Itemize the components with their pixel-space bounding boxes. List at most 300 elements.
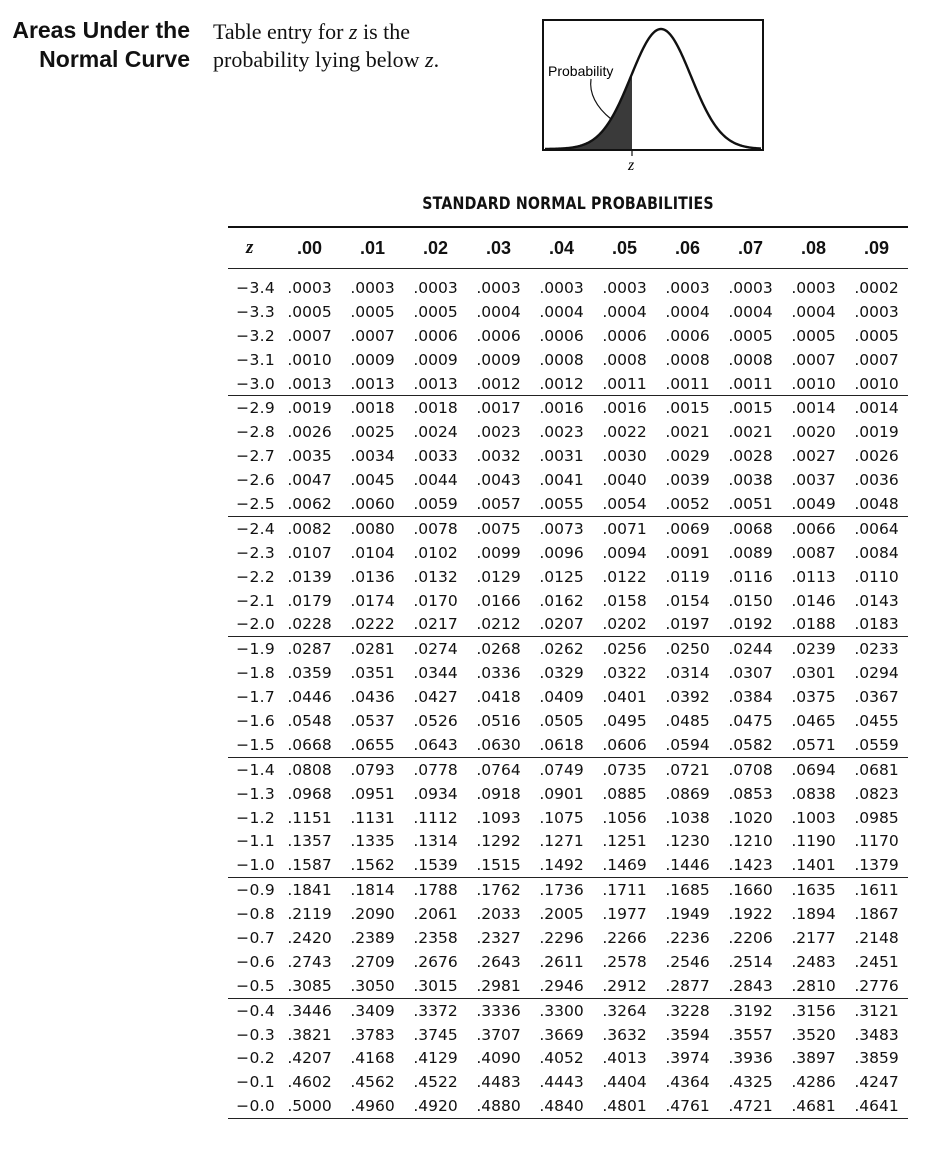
table-row (228, 324, 908, 348)
probability-cell: .0146 (791, 591, 836, 610)
probability-cell: .0040 (602, 471, 647, 490)
probability-cell: .3156 (791, 1001, 836, 1020)
probability-cell: .4562 (350, 1073, 395, 1092)
probability-cell: .0239 (791, 640, 836, 659)
probability-cell: .2236 (665, 928, 710, 947)
probability-cell: .0107 (287, 543, 332, 562)
probability-cell: .3015 (413, 976, 458, 995)
probability-cell: .0110 (854, 567, 899, 586)
z-value-cell: −1.3 (236, 784, 275, 803)
probability-cell: .0031 (539, 447, 584, 466)
probability-cell: .3336 (476, 1001, 521, 1020)
probability-cell: .0006 (602, 326, 647, 345)
probability-cell: .0022 (602, 423, 647, 442)
table-row (228, 1047, 908, 1071)
probability-cell: .2358 (413, 928, 458, 947)
column-header: .08 (800, 237, 827, 258)
probability-cell: .0516 (476, 711, 521, 730)
probability-cell: .1170 (854, 832, 899, 851)
column-header: .00 (296, 237, 323, 258)
probability-cell: .0013 (413, 374, 458, 393)
probability-cell: .0091 (665, 543, 710, 562)
probability-cell: .4801 (602, 1097, 647, 1116)
probability-cell: .0436 (350, 688, 395, 707)
probability-cell: .0007 (854, 350, 899, 369)
probability-cell: .3446 (287, 1001, 332, 1020)
probability-cell: .0202 (602, 615, 647, 634)
probability-cell: .1335 (350, 832, 395, 851)
probability-cell: .1685 (665, 881, 710, 900)
probability-cell: .0119 (665, 567, 710, 586)
probability-cell: .2776 (854, 976, 899, 995)
table-row (228, 1070, 908, 1094)
probability-cell: .0336 (476, 664, 521, 683)
probability-cell: .0048 (854, 494, 899, 513)
z-value-cell: −2.5 (236, 494, 275, 513)
probability-cell: .0003 (413, 278, 458, 297)
probability-cell: .4721 (728, 1097, 773, 1116)
probability-cell: .1271 (539, 832, 584, 851)
probability-cell: .0026 (854, 447, 899, 466)
probability-cell: .4168 (350, 1049, 395, 1068)
z-value-cell: −0.7 (236, 928, 275, 947)
probability-cell: .2090 (350, 905, 395, 924)
probability-cell: .4286 (791, 1073, 836, 1092)
probability-cell: .0505 (539, 711, 584, 730)
probability-cell: .1977 (602, 905, 647, 924)
probability-cell: .0012 (539, 374, 584, 393)
probability-cell: .0322 (602, 664, 647, 683)
probability-cell: .1660 (728, 881, 773, 900)
probability-cell: .0643 (413, 735, 458, 754)
probability-cell: .0294 (854, 664, 899, 683)
probability-cell: .0129 (476, 567, 521, 586)
probability-cell: .0122 (602, 567, 647, 586)
probability-cell: .0044 (413, 471, 458, 490)
probability-cell: .0043 (476, 471, 521, 490)
probability-cell: .0537 (350, 711, 395, 730)
probability-cell: .1251 (602, 832, 647, 851)
probability-cell: .3594 (665, 1025, 710, 1044)
probability-cell: .0166 (476, 591, 521, 610)
probability-cell: .0618 (539, 735, 584, 754)
probability-cell: .0052 (665, 494, 710, 513)
probability-cell: .0006 (665, 326, 710, 345)
z-value-cell: −0.0 (236, 1097, 275, 1116)
probability-cell: .0307 (728, 664, 773, 683)
probability-cell: .0582 (728, 735, 773, 754)
probability-cell: .0446 (287, 688, 332, 707)
table-top-rule (228, 226, 908, 228)
probability-cell: .2296 (539, 928, 584, 947)
probability-cell: .1379 (854, 856, 899, 875)
probability-cell: .0002 (854, 278, 899, 297)
z-value-cell: −2.0 (236, 615, 275, 634)
z-value-cell: −0.6 (236, 952, 275, 971)
probability-cell: .0006 (476, 326, 521, 345)
probability-cell: .3557 (728, 1025, 773, 1044)
probability-cell: .0359 (287, 664, 332, 683)
probability-cell: .3707 (476, 1025, 521, 1044)
probability-cell: .0951 (350, 784, 395, 803)
probability-cell: .1423 (728, 856, 773, 875)
probability-cell: .0003 (476, 278, 521, 297)
probability-cell: .4602 (287, 1073, 332, 1092)
probability-cell: .0075 (476, 519, 521, 538)
probability-cell: .0968 (287, 784, 332, 803)
figure-frame (543, 20, 763, 150)
z-value-cell: −0.8 (236, 905, 275, 924)
probability-cell: .0006 (413, 326, 458, 345)
z-label: z (628, 157, 635, 174)
probability-cell: .2061 (413, 905, 458, 924)
probability-cell: .0059 (413, 494, 458, 513)
probability-cell: .5000 (287, 1097, 332, 1116)
header-rule (228, 268, 908, 269)
probability-cell: .1841 (287, 881, 332, 900)
probability-cell: .0082 (287, 519, 332, 538)
probability-cell: .0034 (350, 447, 395, 466)
probability-cell: .4090 (476, 1049, 521, 1068)
probability-cell: .0301 (791, 664, 836, 683)
probability-cell: .0047 (287, 471, 332, 490)
table-row (228, 1094, 908, 1119)
probability-cell: .0005 (287, 302, 332, 321)
probability-cell: .4522 (413, 1073, 458, 1092)
probability-cell: .0418 (476, 688, 521, 707)
z-value-cell: −1.7 (236, 688, 275, 707)
probability-cell: .0036 (854, 471, 899, 490)
probability-cell: .0006 (539, 326, 584, 345)
probability-cell: .0708 (728, 760, 773, 779)
probability-cell: .0869 (665, 784, 710, 803)
probability-cell: .2611 (539, 952, 584, 971)
probability-cell: .4364 (665, 1073, 710, 1092)
probability-cell: .2514 (728, 952, 773, 971)
probability-cell: .0007 (350, 326, 395, 345)
probability-cell: .0455 (854, 711, 899, 730)
probability-cell: .0113 (791, 567, 836, 586)
probability-table-body (228, 276, 908, 1119)
probability-cell: .0170 (413, 591, 458, 610)
z-value-cell: −3.1 (236, 350, 275, 369)
probability-cell: .1003 (791, 808, 836, 827)
probability-cell: .0012 (476, 374, 521, 393)
probability-cell: .1587 (287, 856, 332, 875)
table-row (228, 612, 908, 637)
table-row (228, 589, 908, 613)
probability-cell: .2877 (665, 976, 710, 995)
probability-cell: .1762 (476, 881, 521, 900)
probability-cell: .1314 (413, 832, 458, 851)
probability-cell: .0019 (854, 423, 899, 442)
probability-cell: .0287 (287, 640, 332, 659)
probability-cell: .0392 (665, 688, 710, 707)
probability-cell: .2206 (728, 928, 773, 947)
probability-cell: .0032 (476, 447, 521, 466)
probability-cell: .3936 (728, 1049, 773, 1068)
z-column-header: z (246, 237, 254, 258)
probability-cell: .0005 (791, 326, 836, 345)
probability-cell: .1131 (350, 808, 395, 827)
table-header (228, 229, 908, 267)
probability-cell: .3859 (854, 1049, 899, 1068)
probability-cell: .0016 (602, 399, 647, 418)
probability-cell: .0749 (539, 760, 584, 779)
section-title-line2: Normal Curve (39, 46, 190, 72)
probability-cell: .0011 (602, 374, 647, 393)
probability-cell: .0028 (728, 447, 773, 466)
probability-cell: .0192 (728, 615, 773, 634)
probability-cell: .4325 (728, 1073, 773, 1092)
z-value-cell: −2.7 (236, 447, 275, 466)
probability-cell: .0021 (728, 423, 773, 442)
probability-cell: .0008 (665, 350, 710, 369)
z-value-cell: −1.4 (236, 760, 275, 779)
probability-cell: .0011 (665, 374, 710, 393)
section-title-line1: Areas Under the (12, 17, 190, 43)
probability-cell: .0384 (728, 688, 773, 707)
probability-cell: .4483 (476, 1073, 521, 1092)
probability-cell: .0694 (791, 760, 836, 779)
probability-cell: .1711 (602, 881, 647, 900)
probability-cell: .3228 (665, 1001, 710, 1020)
probability-cell: .0004 (665, 302, 710, 321)
probability-cell: .3783 (350, 1025, 395, 1044)
probability-cell: .0217 (413, 615, 458, 634)
probability-cell: .3483 (854, 1025, 899, 1044)
probability-cell: .1515 (476, 856, 521, 875)
probability-cell: .0132 (413, 567, 458, 586)
probability-cell: .0029 (665, 447, 710, 466)
probability-cell: .0778 (413, 760, 458, 779)
probability-cell: .0069 (665, 519, 710, 538)
probability-cell: .0004 (728, 302, 773, 321)
probability-cell: .0250 (665, 640, 710, 659)
z-value-cell: −2.9 (236, 399, 275, 418)
table-row (228, 950, 908, 974)
probability-cell: .1230 (665, 832, 710, 851)
probability-cell: .0179 (287, 591, 332, 610)
probability-cell: .3632 (602, 1025, 647, 1044)
probability-cell: .1611 (854, 881, 899, 900)
z-value-cell: −2.4 (236, 519, 275, 538)
probability-cell: .0035 (287, 447, 332, 466)
probability-cell: .0030 (602, 447, 647, 466)
probability-cell: .0009 (350, 350, 395, 369)
normal-curve-figure (541, 15, 771, 180)
table-title: STANDARD NORMAL PROBABILITIES (422, 194, 714, 213)
probability-cell: .0559 (854, 735, 899, 754)
probability-cell: .0409 (539, 688, 584, 707)
probability-cell: .0351 (350, 664, 395, 683)
probability-cell: .1539 (413, 856, 458, 875)
probability-cell: .0212 (476, 615, 521, 634)
probability-cell: .0003 (791, 278, 836, 297)
z-value-cell: −0.5 (236, 976, 275, 995)
probability-cell: .4207 (287, 1049, 332, 1068)
probability-cell: .1788 (413, 881, 458, 900)
probability-cell: .0026 (287, 423, 332, 442)
probability-cell: .1949 (665, 905, 710, 924)
probability-cell: .4920 (413, 1097, 458, 1116)
table-row (228, 276, 908, 300)
probability-cell: .0027 (791, 447, 836, 466)
probability-cell: .3821 (287, 1025, 332, 1044)
probability-cell: .2709 (350, 952, 395, 971)
table-row (228, 661, 908, 685)
probability-cell: .1357 (287, 832, 332, 851)
probability-cell: .0071 (602, 519, 647, 538)
probability-cell: .0024 (413, 423, 458, 442)
probability-cell: .0764 (476, 760, 521, 779)
probability-cell: .0017 (476, 399, 521, 418)
probability-cell: .0004 (476, 302, 521, 321)
probability-cell: .0009 (476, 350, 521, 369)
column-header: .06 (674, 237, 701, 258)
probability-cell: .0004 (791, 302, 836, 321)
table-row (228, 637, 908, 661)
z-value-cell: −2.1 (236, 591, 275, 610)
probability-cell: .2420 (287, 928, 332, 947)
probability-cell: .0004 (602, 302, 647, 321)
probability-cell: .0735 (602, 760, 647, 779)
probability-cell: .0630 (476, 735, 521, 754)
probability-cell: .0102 (413, 543, 458, 562)
probability-cell: .0183 (854, 615, 899, 634)
probability-label: Probability (548, 63, 614, 79)
probability-cell: .0104 (350, 543, 395, 562)
probability-cell: .0375 (791, 688, 836, 707)
probability-cell: .3372 (413, 1001, 458, 1020)
probability-cell: .0793 (350, 760, 395, 779)
probability-cell: .2743 (287, 952, 332, 971)
probability-cell: .0041 (539, 471, 584, 490)
probability-cell: .4960 (350, 1097, 395, 1116)
column-header: .09 (863, 237, 890, 258)
z-value-cell: −1.9 (236, 640, 275, 659)
probability-cell: .0009 (413, 350, 458, 369)
probability-cell: .0019 (287, 399, 332, 418)
probability-cell: .0838 (791, 784, 836, 803)
probability-cell: .3897 (791, 1049, 836, 1068)
table-row (228, 444, 908, 468)
probability-cell: .0188 (791, 615, 836, 634)
probability-cell: .4641 (854, 1097, 899, 1116)
probability-cell: .0274 (413, 640, 458, 659)
column-header: .02 (422, 237, 449, 258)
probability-cell: .0136 (350, 567, 395, 586)
probability-cell: .0018 (350, 399, 395, 418)
probability-cell: .1635 (791, 881, 836, 900)
probability-cell: .0096 (539, 543, 584, 562)
probability-cell: .2946 (539, 976, 584, 995)
probability-cell: .1075 (539, 808, 584, 827)
probability-cell: .0401 (602, 688, 647, 707)
probability-cell: .1210 (728, 832, 773, 851)
probability-cell: .0054 (602, 494, 647, 513)
probability-cell: .4013 (602, 1049, 647, 1068)
probability-cell: .0013 (287, 374, 332, 393)
probability-cell: .1190 (791, 832, 836, 851)
probability-cell: .0594 (665, 735, 710, 754)
probability-cell: .1814 (350, 881, 395, 900)
probability-cell: .2843 (728, 976, 773, 995)
probability-cell: .3050 (350, 976, 395, 995)
probability-cell: .2451 (854, 952, 899, 971)
probability-cell: .0901 (539, 784, 584, 803)
probability-cell: .0003 (728, 278, 773, 297)
probability-cell: .0003 (287, 278, 332, 297)
probability-cell: .0038 (728, 471, 773, 490)
probability-cell: .1093 (476, 808, 521, 827)
probability-cell: .0158 (602, 591, 647, 610)
probability-cell: .0014 (854, 399, 899, 418)
probability-cell: .0918 (476, 784, 521, 803)
probability-cell: .2389 (350, 928, 395, 947)
table-row (228, 492, 908, 517)
probability-cell: .4052 (539, 1049, 584, 1068)
probability-cell: .0174 (350, 591, 395, 610)
probability-cell: .0021 (665, 423, 710, 442)
table-row (228, 733, 908, 758)
probability-cell: .1446 (665, 856, 710, 875)
probability-cell: .0068 (728, 519, 773, 538)
probability-cell: .0005 (413, 302, 458, 321)
z-value-cell: −1.1 (236, 832, 275, 851)
probability-cell: .0003 (854, 302, 899, 321)
probability-cell: .3520 (791, 1025, 836, 1044)
probability-cell: .0162 (539, 591, 584, 610)
probability-cell: .4880 (476, 1097, 521, 1116)
normal-curve-graphic (541, 15, 771, 180)
z-value-cell: −0.3 (236, 1025, 275, 1044)
probability-cell: .0015 (728, 399, 773, 418)
probability-cell: .0233 (854, 640, 899, 659)
z-value-cell: −3.3 (236, 302, 275, 321)
probability-cell: .3409 (350, 1001, 395, 1020)
probability-cell: .0051 (728, 494, 773, 513)
probability-cell: .3085 (287, 976, 332, 995)
probability-cell: .0013 (350, 374, 395, 393)
probability-cell: .0116 (728, 567, 773, 586)
probability-cell: .0023 (476, 423, 521, 442)
probability-cell: .0655 (350, 735, 395, 754)
probability-cell: .0427 (413, 688, 458, 707)
probability-cell: .0014 (791, 399, 836, 418)
probability-cell: .0037 (791, 471, 836, 490)
probability-cell: .0281 (350, 640, 395, 659)
probability-cell: .0073 (539, 519, 584, 538)
probability-cell: .0049 (791, 494, 836, 513)
probability-cell: .2148 (854, 928, 899, 947)
table-row (228, 420, 908, 444)
probability-cell: .0823 (854, 784, 899, 803)
probability-cell: .2327 (476, 928, 521, 947)
probability-cell: .0020 (791, 423, 836, 442)
probability-cell: .0571 (791, 735, 836, 754)
probability-cell: .0015 (665, 399, 710, 418)
z-value-cell: −0.4 (236, 1001, 275, 1020)
table-row (228, 974, 908, 999)
table-row (228, 372, 908, 397)
table-row (228, 348, 908, 372)
probability-cell: .0064 (854, 519, 899, 538)
probability-cell: .0526 (413, 711, 458, 730)
probability-cell: .0367 (854, 688, 899, 707)
probability-cell: .0010 (287, 350, 332, 369)
probability-cell: .0256 (602, 640, 647, 659)
